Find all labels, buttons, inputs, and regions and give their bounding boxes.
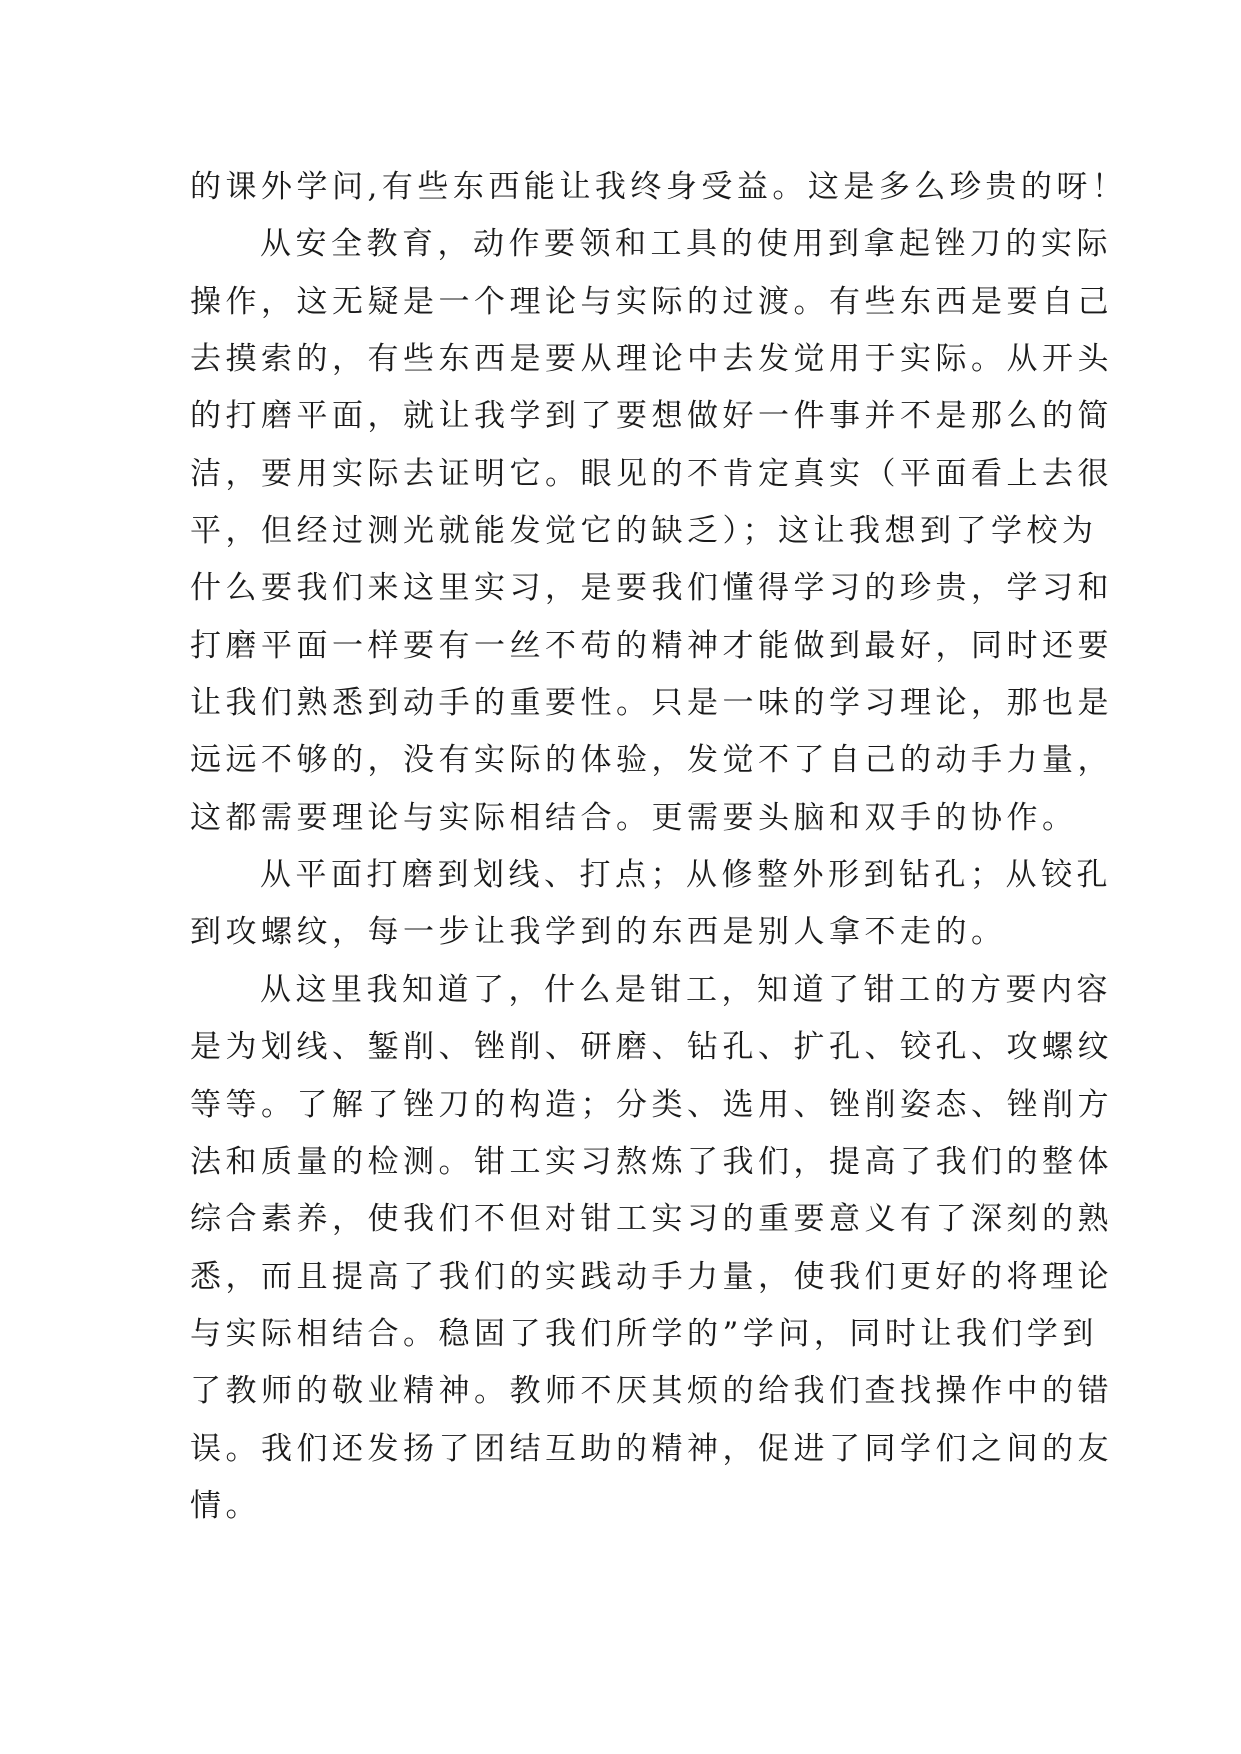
text-line: 情。 <box>190 1487 261 1524</box>
text-line: 综合素养，使我们不但对钳工实习的重要意义有了深刻的熟 <box>190 1201 1113 1238</box>
text-line: 这都需要理论与实际相结合。更需要头脑和双手的协作。 <box>190 799 1078 836</box>
text-line: 远远不够的，没有实际的体验，发觉不了自己的动手力量， <box>190 742 1113 779</box>
text-line: 操作，这无疑是一个理论与实际的过渡。有些东西是要自己 <box>190 283 1113 320</box>
body-text <box>190 159 1128 1535</box>
text-line: 与实际相结合。稳固了我们所学的”学问，同时让我们学到 <box>190 1315 1098 1352</box>
text-line: 平，但经过测光就能发觉它的缺乏）；这让我想到了学校为 <box>190 513 1098 550</box>
paragraph-start-line: 从安全教育，动作要领和工具的使用到拿起锉刀的实际 <box>260 226 1112 263</box>
text-line: 了教师的敬业精神。教师不厌其烦的给我们查找操作中的错 <box>190 1373 1113 1410</box>
text-line: 误。我们还发扬了团结互助的精神，促进了同学们之间的友 <box>190 1430 1113 1467</box>
text-line: 等等。了解了锉刀的构造；分类、选用、锉削姿态、锉削方 <box>190 1086 1113 1123</box>
text-line: 什么要我们来这里实习，是要我们懂得学习的珍贵，学习和 <box>190 570 1113 607</box>
text-line: 的打磨平面，就让我学到了要想做好一件事并不是那么的简 <box>190 398 1113 435</box>
paragraph-start-line: 从这里我知道了，什么是钳工，知道了钳工的方要内容 <box>260 971 1112 1008</box>
paragraph-start-line: 从平面打磨到划线、打点；从修整外形到钻孔；从铰孔 <box>260 857 1112 894</box>
text-line: 去摸索的，有些东西是要从理论中去发觉用于实际。从开头 <box>190 341 1113 378</box>
text-line: 到攻螺纹，每一步让我学到的东西是别人拿不走的。 <box>190 914 1007 951</box>
text-line: 洁，要用实际去证明它。眼见的不肯定真实（平面看上去很 <box>190 455 1113 492</box>
text-line: 法和质量的检测。钳工实习熬炼了我们，提高了我们的整体 <box>190 1143 1113 1180</box>
text-line: 的课外学问,有些东西能让我终身受益。这是多么珍贵的呀！ <box>190 169 1128 205</box>
text-line: 打磨平面一样要有一丝不苟的精神才能做到最好，同时还要 <box>190 627 1113 664</box>
text-line: 是为划线、錾削、锉削、研磨、钻孔、扩孔、铰孔、攻螺纹 <box>190 1029 1113 1066</box>
text-line: 悉，而且提高了我们的实践动手力量，使我们更好的将理论 <box>190 1258 1113 1295</box>
text-line: 让我们熟悉到动手的重要性。只是一味的学习理论，那也是 <box>190 685 1113 722</box>
